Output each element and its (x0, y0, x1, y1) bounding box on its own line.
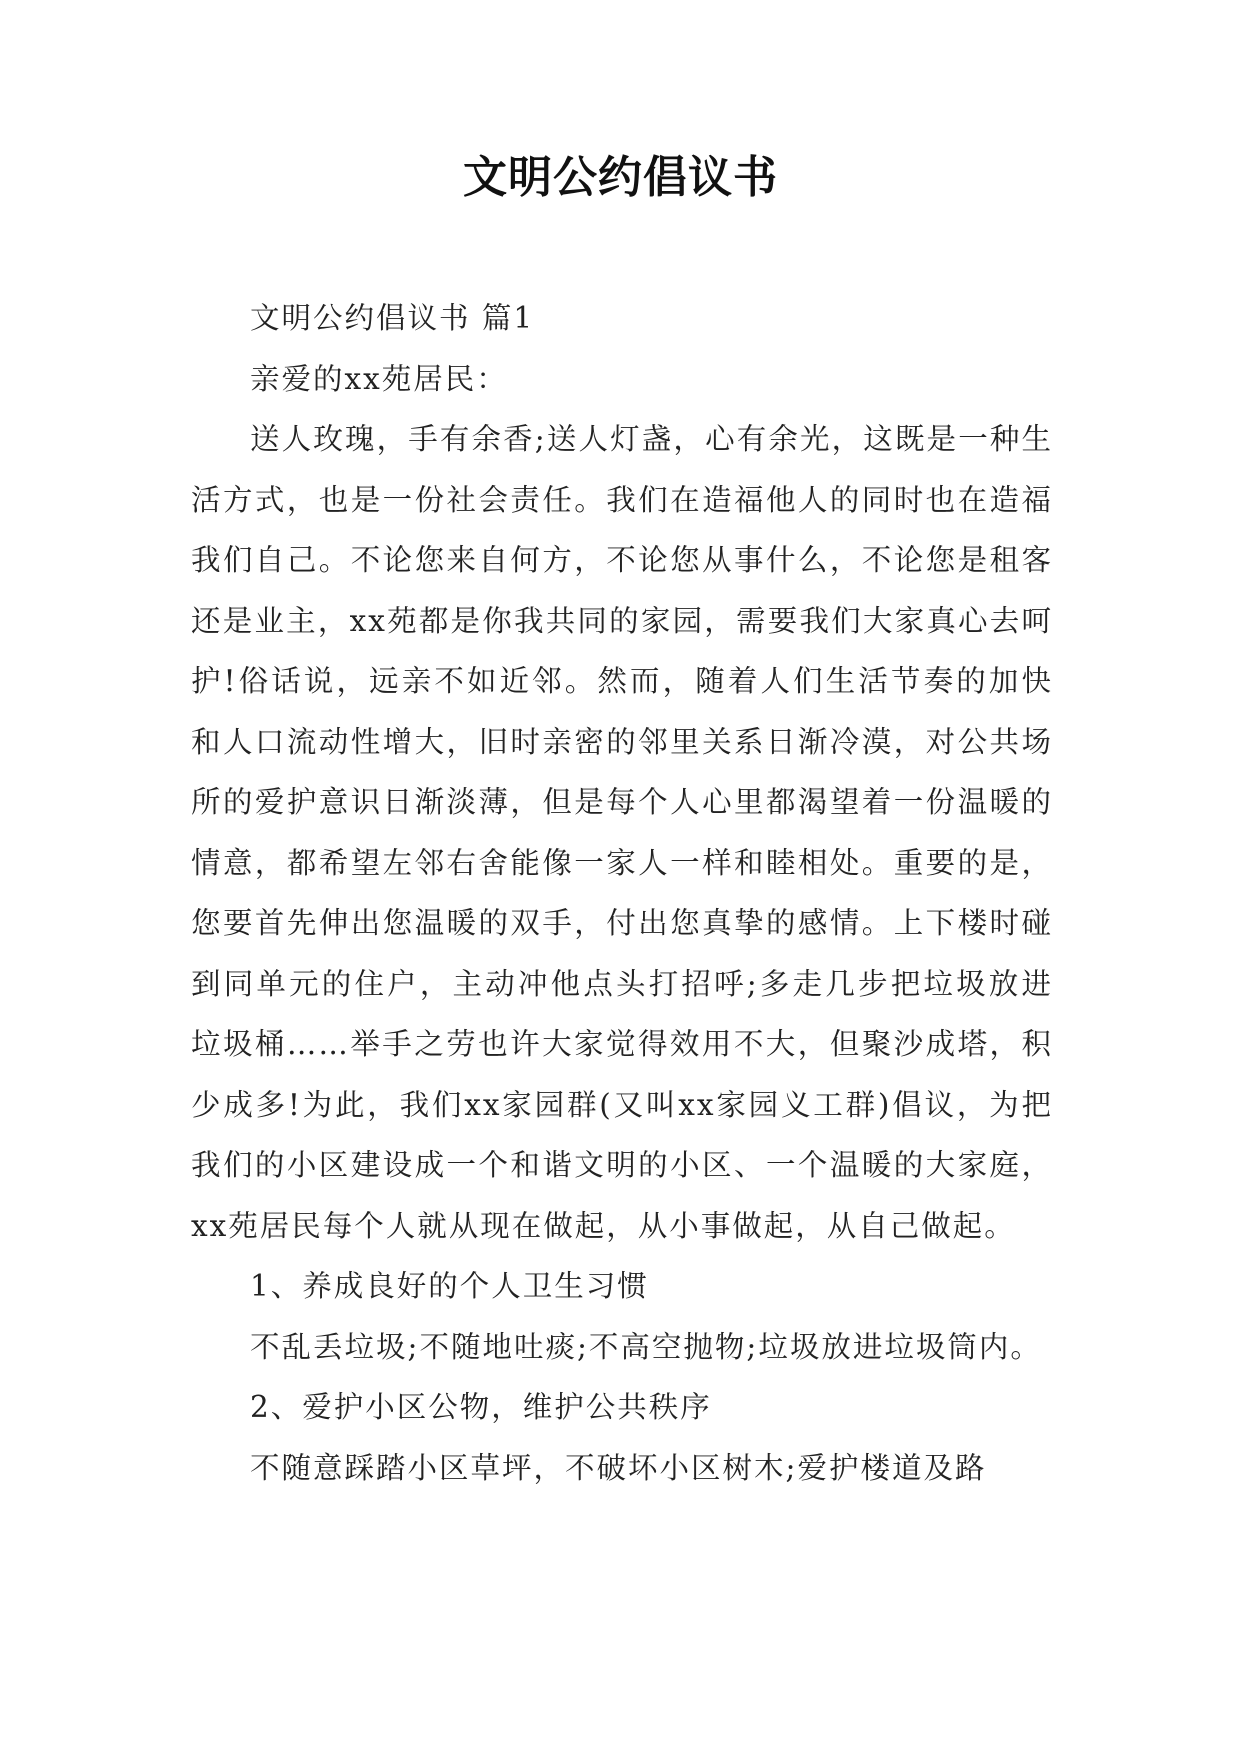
document-title: 文明公约倡议书 (463, 152, 778, 203)
document-body (191, 288, 1053, 1498)
salutation: 亲爱的xx苑居民： (250, 361, 508, 396)
section-heading: 文明公约倡议书 篇1 (250, 301, 535, 335)
item-heading-2: 2、爱护小区公物，维护公共秩序 (250, 1390, 712, 1424)
item-text-1: 不乱丢垃圾;不随地吐痰;不高空抛物;垃圾放进垃圾筒内。 (250, 1329, 1042, 1364)
item-text-2: 不随意踩踏小区草坪，不破坏小区树木;爱护楼道及路 (250, 1450, 987, 1485)
item-heading-1: 1、养成良好的个人卫生习惯 (250, 1269, 649, 1303)
intro-paragraph: 送人玫瑰，手有余香;送人灯盏，心有余光，这既是一种生活方式，也是一份社会责任。我们在造福他人的同时也在造福我们自己。不论您来自何方，不论您从事什么，不论您是租客还是业主，xx苑都是你我共同的家园，需要我们大家真心去呵护!俗话说，远亲不如近邻。然而，随着人们生活节奏的加快和人口流动性增大，旧时亲密的邻里关系日渐冷漠，对公共场所的爱护意识日渐淡薄，但是每个人心里都渴望着一份温暖的情意，都希望左邻右舍能像一家人一样和睦相处。重要的是，您要首先伸出您温暖的双手，付出您真挚的感情。上下楼时碰到同单元的住户，主动冲他点头打招呼;多走几步把垃圾放进垃圾桶……举手之劳也许大家觉得效用不大，但聚沙成塔，积少成多!为此，我们xx家园群(又叫xx家园义工群)倡议，为把我们的小区建设成一个和谐文明的小区、一个温暖的大家庭，xx苑居民每个人就从现在做起，从小事做起，从自己做起。 (191, 422, 1053, 1243)
